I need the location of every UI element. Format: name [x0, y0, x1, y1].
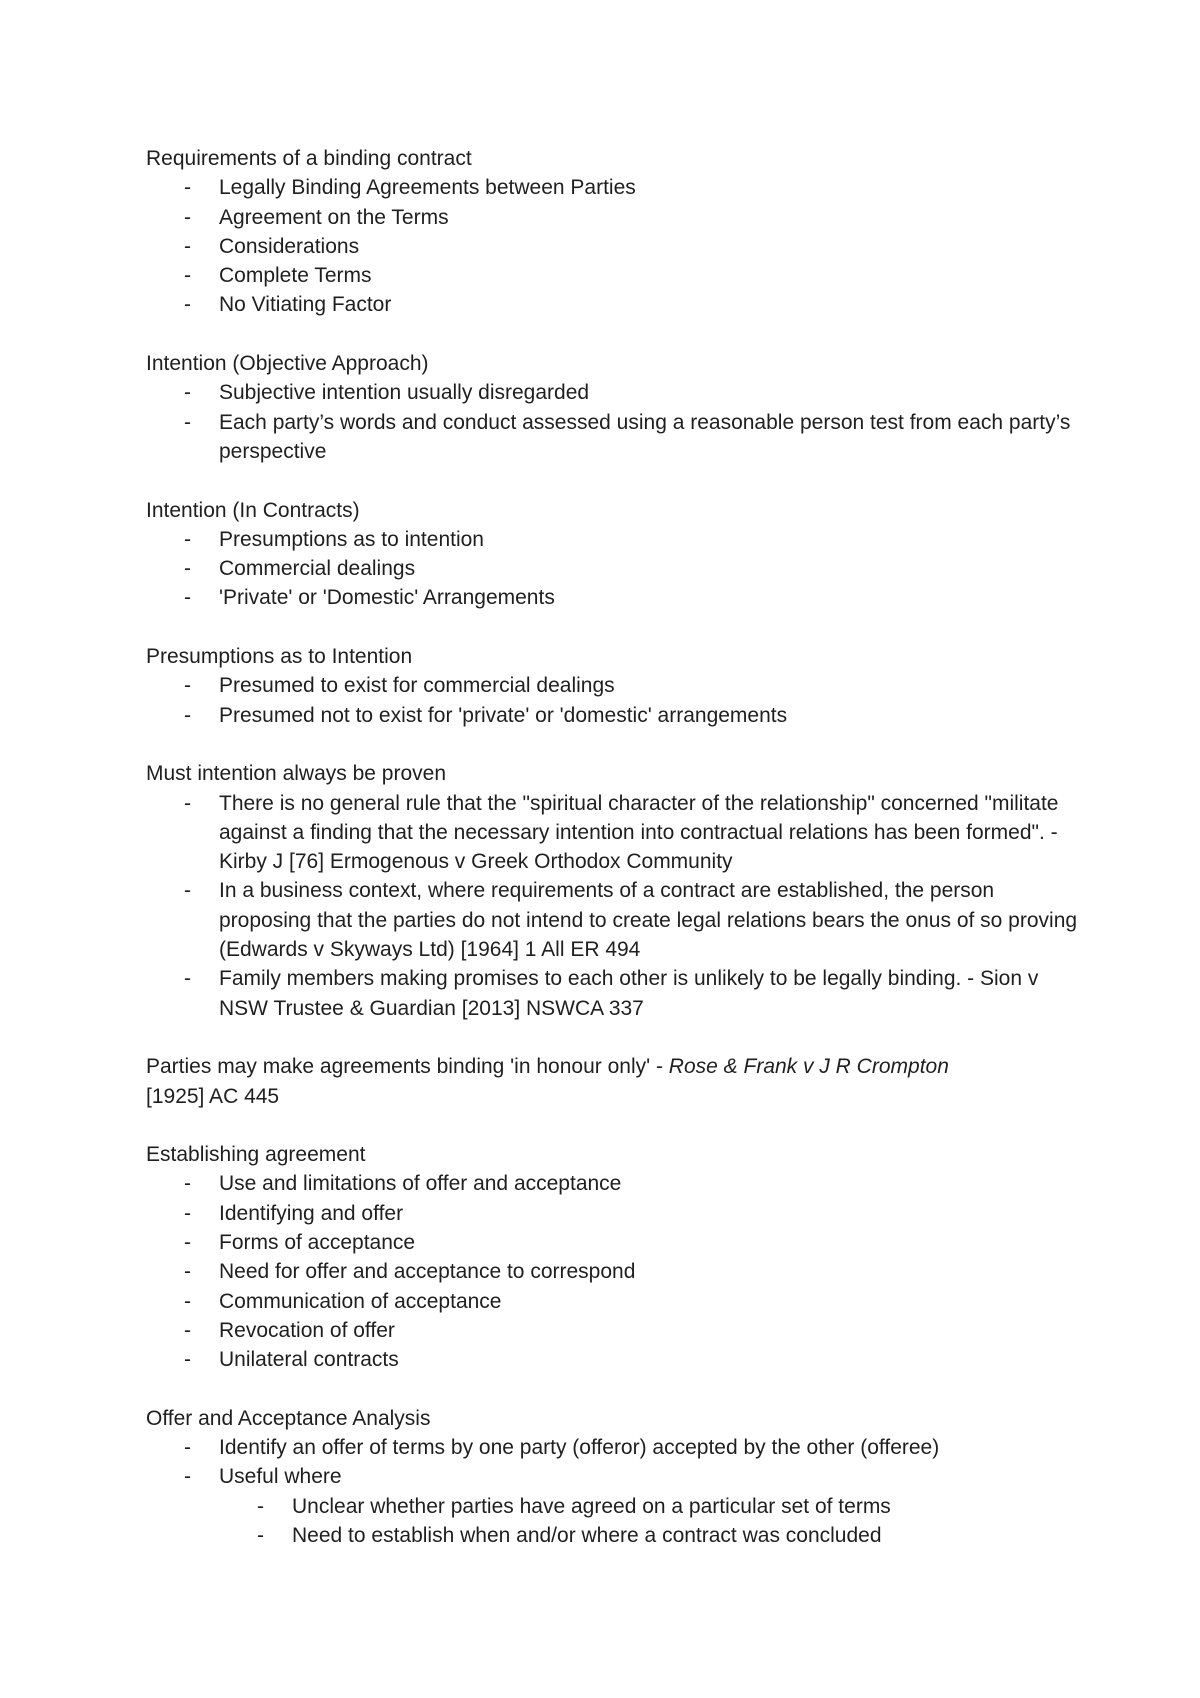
bullet-list: [146, 789, 1086, 1023]
list-item: - Presumed not to exist for 'private' or 'domestic' arrangements: [219, 701, 1086, 730]
bullet-list: [146, 671, 1086, 730]
list-item: - Complete Terms: [219, 261, 1086, 290]
list-item-text: Useful where: [219, 1465, 342, 1489]
case-name: Rose & Frank v J R Crompton: [668, 1055, 949, 1079]
case-citation: [1925] AC 445: [146, 1084, 280, 1108]
list-item: - No Vitiating Factor: [219, 290, 1086, 319]
list-item: - Considerations: [219, 232, 1086, 261]
section-offer-acceptance: [146, 1404, 1086, 1550]
sub-bullet-list: [219, 1492, 1086, 1551]
list-item: - Forms of acceptance: [219, 1228, 1086, 1257]
list-item: - Presumed to exist for commercial dealings: [219, 671, 1086, 700]
bullet-list: [146, 525, 1086, 613]
section-requirements: [146, 144, 1086, 320]
list-item: - In a business context, where requirements of a contract are established, the person proposing that the parties do not intend to create legal relations bears the onus of so proving (Edwards v Skyways Ltd) [1964] 1 All ER 494: [219, 876, 1086, 964]
bullet-list: [146, 1169, 1086, 1374]
list-item: - Identifying and offer: [219, 1199, 1086, 1228]
section-must-intention: [146, 759, 1086, 1023]
bullet-list: [146, 378, 1086, 466]
section-heading: Establishing agreement: [146, 1143, 366, 1167]
list-item: - Commercial dealings: [219, 554, 1086, 583]
section-heading: Offer and Acceptance Analysis: [146, 1406, 431, 1430]
section-establishing-agreement: [146, 1140, 1086, 1374]
sub-list-item: - Unclear whether parties have agreed on a particular set of terms: [292, 1492, 1086, 1521]
section-heading: Requirements of a binding contract: [146, 147, 472, 170]
section-presumptions: [146, 642, 1086, 730]
sub-list-item: - Need to establish when and/or where a contract was concluded: [292, 1521, 1086, 1550]
document-page: [146, 144, 1086, 1580]
section-heading: Intention (In Contracts): [146, 498, 360, 522]
list-item: - There is no general rule that the "spiritual character of the relationship" concerned "militate against a finding that the necessary intention into contractual relations has been formed". - Kirby J [76] Ermogenous v Greek Orthodox Community: [219, 789, 1086, 877]
list-item: [219, 1462, 1086, 1550]
honour-text: Parties may make agreements binding 'in honour only' -: [146, 1055, 669, 1079]
section-intention-contracts: [146, 496, 1086, 613]
list-item: - Legally Binding Agreements between Parties: [219, 173, 1086, 202]
section-honour: [146, 1052, 1086, 1111]
honour-paragraph: [146, 1052, 1086, 1111]
section-heading: Intention (Objective Approach): [146, 352, 429, 376]
list-item: - Agreement on the Terms: [219, 203, 1086, 232]
list-item: - Presumptions as to intention: [219, 525, 1086, 554]
list-item: - Unilateral contracts: [219, 1345, 1086, 1374]
list-item: - Communication of acceptance: [219, 1287, 1086, 1316]
list-item: - Need for offer and acceptance to correspond: [219, 1257, 1086, 1286]
list-item: - Identify an offer of terms by one party (offeror) accepted by the other (offeree): [219, 1433, 1086, 1462]
list-item: - 'Private' or 'Domestic' Arrangements: [219, 583, 1086, 612]
list-item: - Family members making promises to each other is unlikely to be legally binding. - Sion v NSW Trustee & Guardian [2013] NSWCA 337: [219, 964, 1086, 1023]
list-item: - Each party’s words and conduct assessed using a reasonable person test from each party’s perspective: [219, 408, 1086, 467]
section-heading: Must intention always be proven: [146, 762, 446, 786]
section-intention-objective: [146, 349, 1086, 466]
bullet-list: [146, 1433, 1086, 1550]
section-heading: Presumptions as to Intention: [146, 645, 413, 669]
list-item: - Revocation of offer: [219, 1316, 1086, 1345]
list-item: - Use and limitations of offer and acceptance: [219, 1169, 1086, 1198]
list-item: - Subjective intention usually disregarded: [219, 378, 1086, 407]
bullet-list: [146, 173, 1086, 319]
